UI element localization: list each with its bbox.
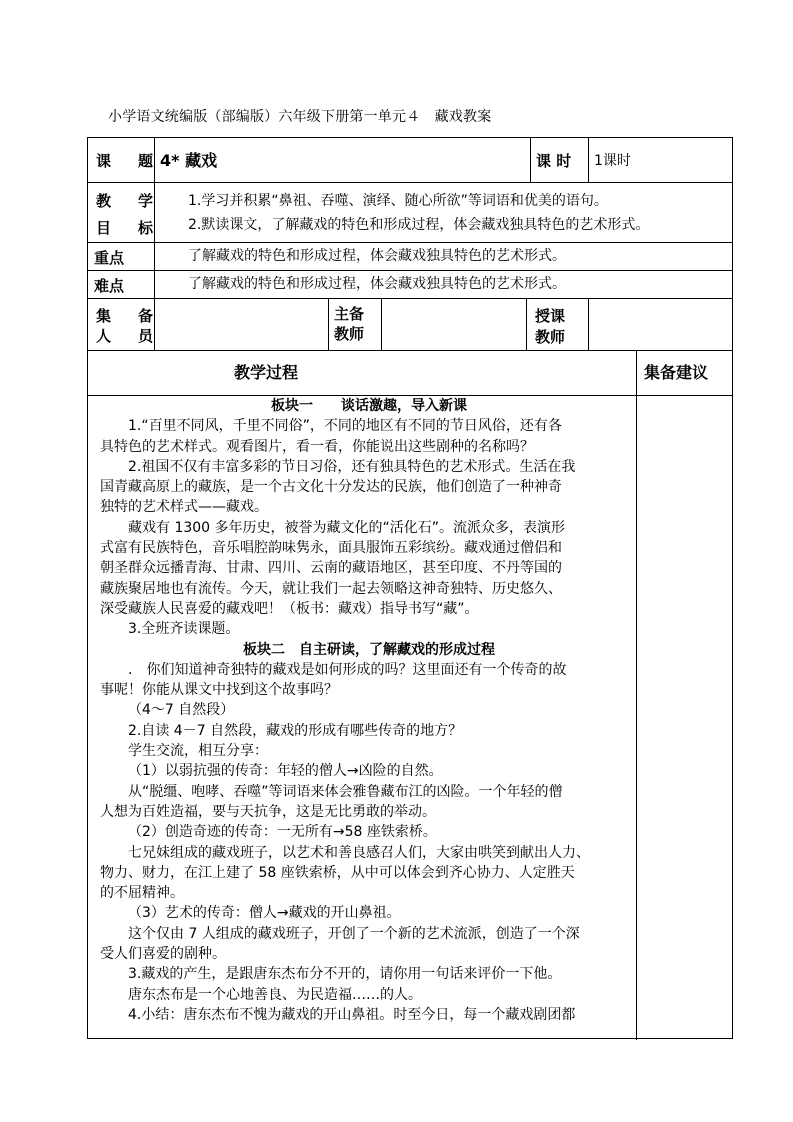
teaching-process-body [100, 396, 638, 1025]
process-line: 唐东杰布是一个心地善良、为民造福……的人。 [128, 986, 422, 1003]
goals-label-line2: 目 标 [96, 219, 160, 237]
process-line: （4～7 自然段） [128, 702, 235, 719]
column-divider [588, 298, 589, 350]
process-line: 学生交流，相互分享： [128, 743, 268, 760]
process-line: 事呢！你能从课文中找到这个故事吗？ [100, 682, 338, 699]
column-divider [328, 298, 329, 350]
process-line: 藏戏有 1300 多年历史，被誉为藏文化的“活化石”。流派众多，表演形 [128, 519, 566, 536]
process-line: 式富有民族特色，音乐唱腔韵味隽永，面具服饰五彩缤纷。藏戏通过僧侣和 [100, 540, 562, 557]
process-line: 朝圣群众远播青海、甘肃、四川、云南的藏语地区，甚至印度、不丹等国的 [100, 560, 562, 577]
process-line: 1.“百里不同风，千里不同俗”，不同的地区有不同的节日风俗，还有各 [128, 418, 562, 435]
teaching-teacher-label-line2: 教师 [535, 328, 566, 346]
teaching-teacher-label-line1: 授课 [535, 307, 566, 325]
process-line: 的不屈精神。 [100, 885, 184, 902]
column-divider [530, 138, 531, 182]
process-line: 藏族聚居地也有流传。今天，就让我们一起去领略这神奇独特、历史悠久、 [100, 580, 562, 597]
lesson-plan-table [87, 137, 733, 1039]
document-title: 小学语文统编版（部编版）六年级下册第一单元４ 藏戏教案 [108, 109, 492, 125]
members-label-line1: 集 备 [96, 307, 160, 325]
goal-item-2: 2.默读课文，了解藏戏的特色和形成过程，体会藏戏独具特色的艺术形式。 [188, 217, 650, 233]
hours-label: 课 时 [536, 152, 572, 170]
hours-value: 1课时 [594, 153, 631, 169]
process-line: 3.藏戏的产生，是跟唐东杰布分不开的，请你用一句话来评价一下他。 [128, 966, 562, 983]
column-divider [526, 298, 527, 350]
difficulty-label: 难点 [94, 277, 125, 295]
chief-teacher-label-line1: 主备 [334, 305, 365, 323]
process-line: 深受藏族人民喜爱的藏戏吧！（板书：藏戏）指导书写“藏”。 [100, 600, 479, 617]
process-line: 物力、财力，在江上建了 58 座铁索桥，从中可以体会到齐心协力、人定胜天 [100, 864, 575, 881]
process-line: （2）创造奇迹的传奇：一无所有→58 座铁索桥。 [128, 824, 437, 841]
goals-label-line1: 教 学 [96, 192, 160, 210]
process-line: 这个仅由 7 人组成的藏戏班子，开创了一个新的艺术流派，创造了一个深 [128, 925, 580, 942]
process-line: 国青藏高原上的藏族，是一个古文化十分发达的民族，他们创造了一种神奇 [100, 479, 562, 496]
topic-label: 课 题 [96, 152, 160, 170]
topic-value: 4* 藏戏 [160, 151, 218, 170]
row-divider [88, 298, 732, 299]
column-divider [381, 298, 382, 350]
suggestion-header: 集备建议 [644, 363, 709, 382]
key-point-value: 了解藏戏的特色和形成过程，体会藏戏独具特色的艺术形式。 [188, 248, 566, 264]
goal-item-1: 1.学习并积累“鼻祖、吞噬、演绎、随心所欲”等词语和优美的语句。 [188, 193, 608, 209]
process-line: 人想为百姓造福，要与天抗争，这是无比勇敢的举动。 [100, 803, 436, 820]
process-line: （3）艺术的传奇：僧人→藏戏的开山鼻祖。 [128, 905, 401, 922]
row-divider [88, 270, 732, 271]
process-line: 从“脱缰、咆哮、吞噬”等词语来体会雅鲁藏布江的凶险。一个年轻的僧 [128, 783, 563, 800]
process-line: 七兄妹组成的藏戏班子，以艺术和善良感召人们，大家由哄笑到献出人力、 [128, 844, 590, 861]
key-point-label: 重点 [94, 249, 125, 267]
process-line: . 你们知道神奇独特的藏戏是如何形成的吗？这里面还有一个传奇的故 [128, 661, 567, 678]
process-line: 3.全班齐读课题。 [128, 621, 240, 638]
process-line: 独特的艺术样式——藏戏。 [100, 499, 268, 516]
column-divider [588, 138, 589, 182]
members-label-line2: 人 员 [96, 327, 160, 345]
row-divider [88, 182, 732, 183]
section-heading: 板块二 自主研读，了解藏戏的形成过程 [243, 641, 495, 658]
process-line: （1）以弱抗强的传奇：年轻的僧人→凶险的自然。 [128, 763, 443, 780]
process-line: 具特色的艺术样式。观看图片，看一看，你能说出这些剧种的名称吗？ [100, 438, 534, 455]
process-line: 2.自读 4－7 自然段，藏戏的形成有哪些传奇的地方？ [128, 722, 463, 739]
process-header: 教学过程 [234, 363, 299, 382]
process-line: 受人们喜爱的剧种。 [100, 946, 226, 963]
section-heading: 板块一 谈话激趣，导入新课 [271, 398, 467, 414]
chief-teacher-label-line2: 教师 [334, 325, 365, 343]
row-divider [88, 242, 732, 243]
process-line: 4.小结：唐东杰布不愧为藏戏的开山鼻祖。时至今日，每一个藏戏剧团都 [128, 1006, 576, 1023]
difficulty-value: 了解藏戏的特色和形成过程，体会藏戏独具特色的艺术形式。 [188, 276, 566, 292]
process-line: 2.祖国不仅有丰富多彩的节日习俗，还有独具特色的艺术形式。生活在我 [128, 458, 576, 475]
